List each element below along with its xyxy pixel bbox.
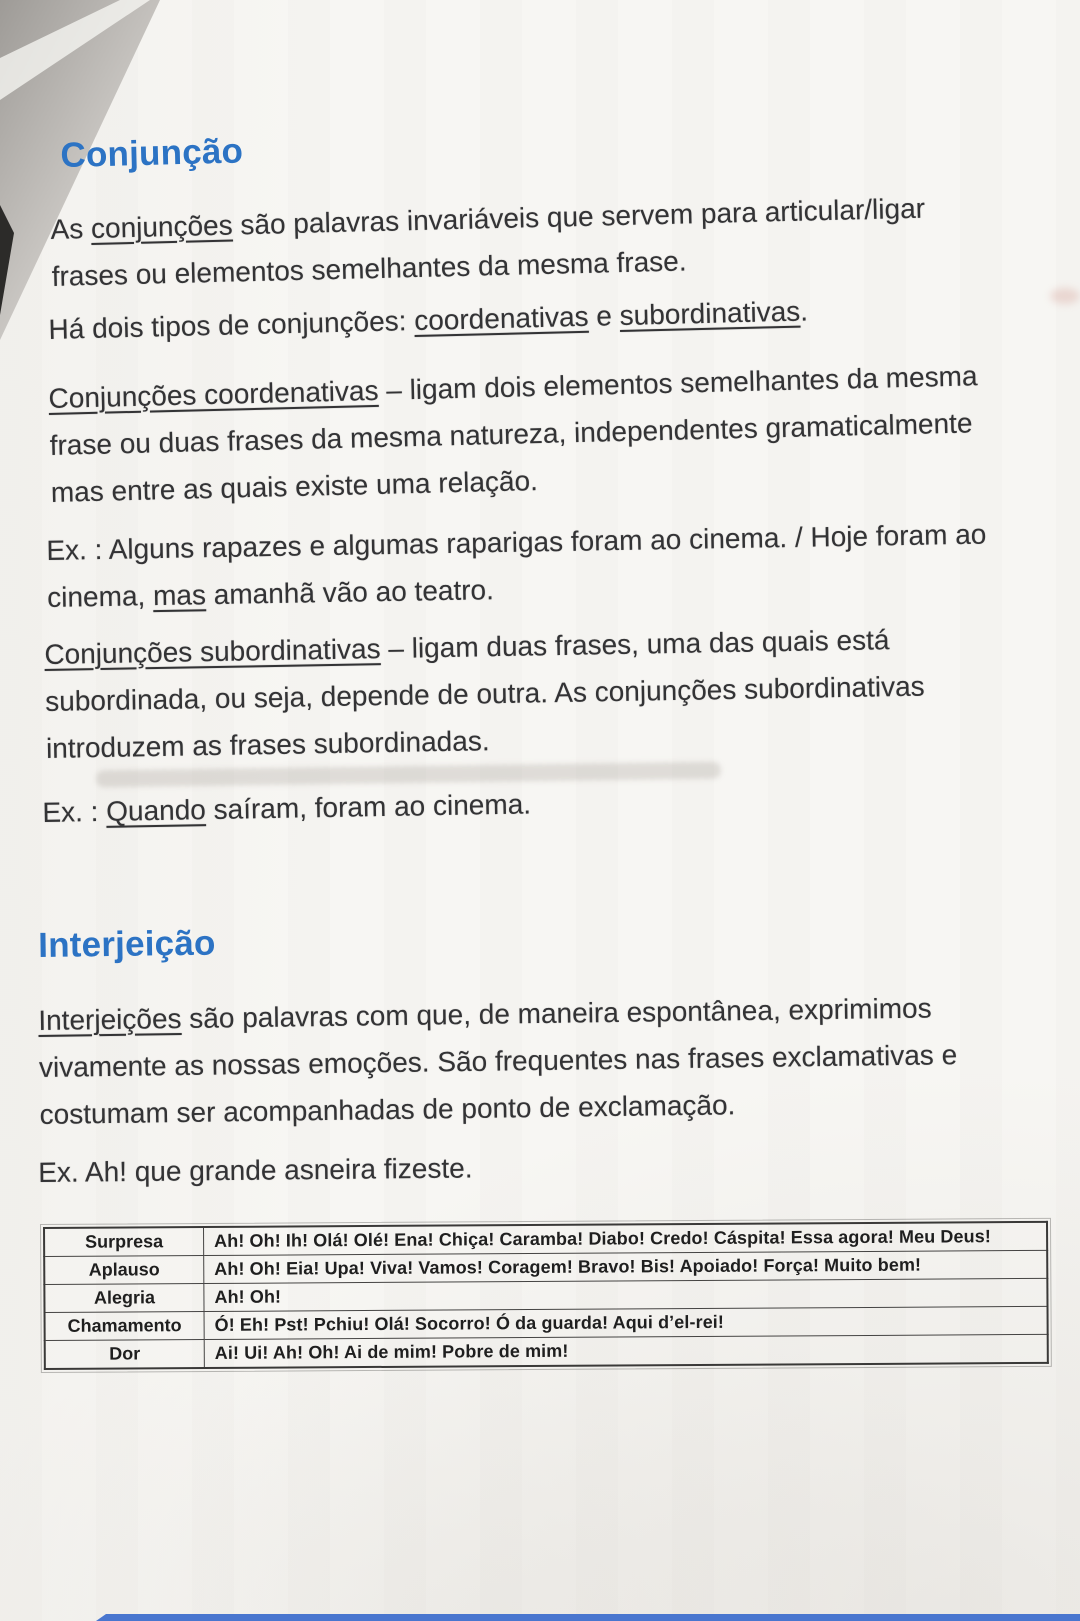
text-segment: amanhã vão ao teatro. xyxy=(205,574,495,611)
paragraph-interjeicoes-definition xyxy=(38,984,958,1138)
text-segment: são palavras invariáveis que servem para articular/ligar xyxy=(232,192,926,241)
paragraph-exemplo-coordenativas xyxy=(46,511,988,621)
paragraph-exemplo-interjeicao xyxy=(38,1144,473,1196)
text-segment: As xyxy=(50,213,92,245)
text-segment: cinema, xyxy=(46,580,154,613)
text-segment: introduzem as frases subordinadas. xyxy=(45,725,490,764)
text-segment: subordinada, ou seja, depende de outra. As conjunções subordinativas xyxy=(44,670,925,717)
text-segment: . xyxy=(799,295,809,327)
interjection-category-cell: Chamamento xyxy=(45,1312,205,1341)
paragraph-exemplo-subordinativas xyxy=(42,780,531,836)
interjection-category-cell: Alegria xyxy=(44,1284,204,1313)
paragraph-coordenativas xyxy=(48,352,980,516)
underlined-term: Conjunções coordenativas xyxy=(48,374,379,414)
text-segment: Ex. Ah! que grande asneira fizeste. xyxy=(38,1152,473,1188)
underlined-term: coordenativas xyxy=(413,300,589,337)
table-row xyxy=(45,1334,1048,1369)
text-segment: mas entre as quais existe uma relação. xyxy=(50,465,539,508)
paragraph-conjuncoes-definition xyxy=(50,185,927,300)
text-segment: Ex. : Alguns rapazes e algumas raparigas foram ao cinema. / Hoje foram ao xyxy=(46,518,987,566)
text-segment: frase ou duas frases da mesma natureza, independentes gramaticalmente xyxy=(49,407,973,461)
text-segment: saíram, foram ao cinema. xyxy=(205,788,532,826)
bottom-blue-strip xyxy=(96,1614,1080,1621)
section-title-interjeicao: Interjeição xyxy=(38,923,216,965)
text-segment: vivamente as nossas emoções. São frequentes nas frases exclamativas e xyxy=(38,1039,958,1083)
text-segment: frases ou elementos semelhantes da mesma frase. xyxy=(51,245,687,292)
interjections-table-body xyxy=(44,1222,1048,1369)
underlined-term: Conjunções subordinativas xyxy=(44,633,381,670)
text-segment: costumam ser acompanhadas de ponto de exclamação. xyxy=(39,1089,736,1130)
text-segment: Há dois tipos de conjunções: xyxy=(48,305,415,345)
underlined-term: conjunções xyxy=(90,209,234,244)
interjection-examples-cell: Ai! Ui! Ah! Oh! Ai de mim! Pobre de mim! xyxy=(204,1334,1048,1368)
section-title-conjuncao: Conjunção xyxy=(60,131,244,175)
text-segment: são palavras com que, de maneira espontânea, exprimimos xyxy=(181,992,932,1034)
interjection-examples-cell: Ah! Oh! xyxy=(204,1278,1048,1311)
text-segment: Ex. : xyxy=(42,795,107,828)
interjection-category-cell: Dor xyxy=(45,1340,205,1369)
text-segment: – ligam dois elementos semelhantes da mesma xyxy=(378,360,978,406)
paragraph-subordinativas xyxy=(44,616,926,772)
interjection-category-cell: Surpresa xyxy=(44,1227,204,1256)
underlined-term: Quando xyxy=(105,794,207,827)
interjection-examples-cell: Ah! Oh! Eia! Upa! Viva! Vamos! Coragem! Bravo! Bis! Apoiado! Força! Muito bem! xyxy=(204,1250,1048,1283)
underlined-term: subordinativas xyxy=(619,295,801,332)
underlined-term: Interjeições xyxy=(38,1003,182,1036)
text-segment: – ligam duas frases, uma das quais está xyxy=(380,624,890,665)
interjection-examples-cell: Ó! Eh! Pst! Pchiu! Olá! Socorro! Ó da guarda! Aqui d’el-rei! xyxy=(204,1306,1048,1339)
scan-smudge-artifact xyxy=(1050,288,1080,304)
interjection-category-cell: Aplauso xyxy=(44,1256,204,1285)
text-segment: e xyxy=(588,300,621,332)
interjection-examples-cell: Ah! Oh! Ih! Olá! Olé! Ena! Chiça! Caramba! Diabo! Credo! Cáspita! Essa agora! Meu Deus! xyxy=(204,1222,1048,1256)
underlined-term: mas xyxy=(152,579,207,612)
interjections-table xyxy=(43,1221,1049,1370)
